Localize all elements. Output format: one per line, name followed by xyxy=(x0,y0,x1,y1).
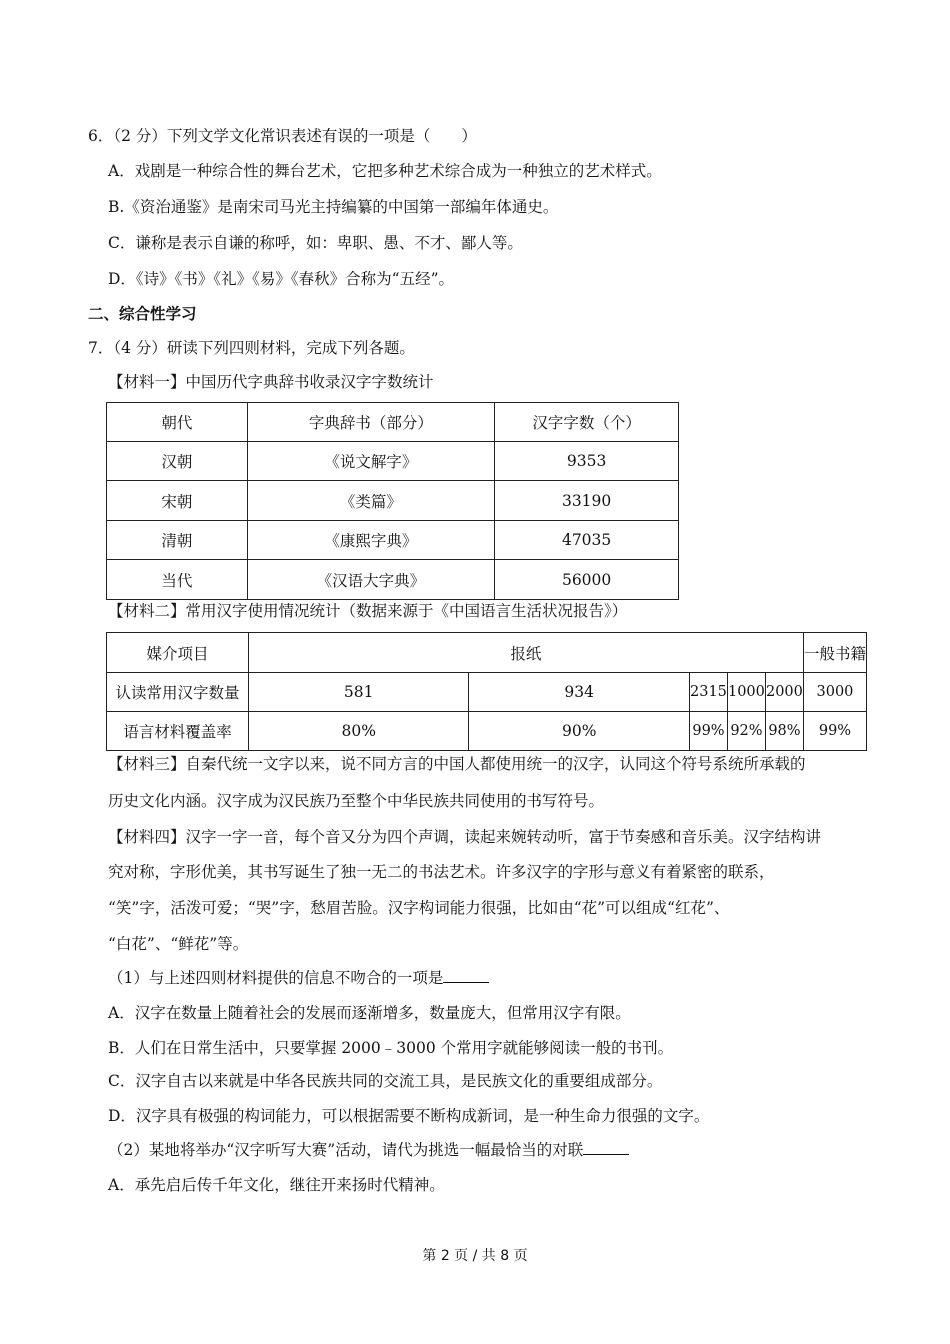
table-row xyxy=(107,521,679,560)
table-cell: 《说文解字》 xyxy=(247,442,495,481)
table-row xyxy=(107,712,867,751)
page-number: 第 2 页 / 共 8 页 xyxy=(422,1248,528,1264)
q6-option-c: C．谦称是表示自谦的称呼，如：卑职、愚、不才、鄙人等。 xyxy=(108,234,523,252)
table1-header-dictionary: 字典辞书（部分） xyxy=(247,403,495,442)
table-cell: 当代 xyxy=(107,560,248,600)
q6-stem: 6．（2 分）下列文学文化常识表述有误的一项是（ ） xyxy=(88,127,477,145)
material4-line: “笑”字，活泼可爱；“哭”字，愁眉苦脸。汉字构词能力很强，比如由“花”可以组成“红花”、 xyxy=(108,899,730,917)
table-cell: 33190 xyxy=(495,481,679,521)
table-cell: 《康熙字典》 xyxy=(247,521,495,560)
table-row xyxy=(107,560,679,600)
table-cell: 汉朝 xyxy=(107,442,248,481)
table-cell: 99% xyxy=(803,712,866,751)
material4-line: 【材料四】汉字一字一音，每个音又分为四个声调，读起来婉转动听，富于节奏感和音乐美。汉字结构讲 xyxy=(108,828,822,846)
table-cell: 56000 xyxy=(495,560,679,600)
material4-line: “白花”、“鲜花”等。 xyxy=(108,935,249,953)
sub2-stem xyxy=(108,1140,629,1160)
table-row xyxy=(107,481,679,521)
material2-title: 【材料二】常用汉字使用情况统计（数据来源于《中国语言生活状况报告》） xyxy=(108,602,628,620)
table2-header-media: 媒介项目 xyxy=(107,633,249,673)
material3-line: 历史文化内涵。汉字成为汉民族乃至整个中华民族共同使用的书写符号。 xyxy=(108,792,605,810)
table2-header-books: 一般书籍 xyxy=(803,633,866,673)
sub1-stem-text: （1）与上述四则材料提供的信息不吻合的一项是 xyxy=(108,969,444,987)
answer-blank xyxy=(583,1140,629,1155)
q6-option-b: B.《资治通鉴》是南宋司马光主持编纂的中国第一部编年体通史。 xyxy=(108,198,559,216)
table-cell: 宋朝 xyxy=(107,481,248,521)
q6-option-d: D．《诗》《书》《礼》《易》《春秋》合称为“五经”。 xyxy=(108,270,455,288)
sub1-stem xyxy=(108,968,489,988)
table-cell: 语言材料覆盖率 xyxy=(107,712,249,751)
sub1-option-d: D．汉字具有极强的构词能力，可以根据需要不断构成新词，是一种生命力很强的文字。 xyxy=(108,1107,710,1125)
table-cell: 9353 xyxy=(495,442,679,481)
table-cell: 《类篇》 xyxy=(247,481,495,521)
sub1-option-c: C．汉字自古以来就是中华各民族共同的交流工具，是民族文化的重要组成部分。 xyxy=(108,1072,663,1090)
table-cell: 3000 xyxy=(803,673,866,712)
table-cell: 934 xyxy=(469,673,690,712)
usage-table xyxy=(106,632,867,751)
table2-header-newspaper: 报纸 xyxy=(248,633,803,673)
table-cell: 《汉语大字典》 xyxy=(247,560,495,600)
table-row xyxy=(107,673,867,712)
table-cell: 2315 xyxy=(689,673,727,712)
table-cell: 认读常用汉字数量 xyxy=(107,673,249,712)
table-cell: 98% xyxy=(765,712,803,751)
table-cell: 581 xyxy=(248,673,469,712)
table-cell: 1000 xyxy=(727,673,765,712)
answer-blank xyxy=(443,968,489,983)
dictionary-table xyxy=(106,402,679,600)
table-cell: 47035 xyxy=(495,521,679,560)
table-cell: 99% xyxy=(689,712,727,751)
table-cell: 清朝 xyxy=(107,521,248,560)
sub2-stem-text: （2）某地将举办“汉字听写大赛”活动，请代为挑选一幅最恰当的对联 xyxy=(108,1141,584,1159)
sub1-option-a: A．汉字在数量上随着社会的发展而逐渐增多，数量庞大，但常用汉字有限。 xyxy=(108,1004,631,1022)
table-row xyxy=(107,442,679,481)
q7-stem: 7．（4 分）研读下列四则材料，完成下列各题。 xyxy=(88,339,415,357)
table1-header-dynasty: 朝代 xyxy=(107,403,248,442)
section-title: 二、综合性学习 xyxy=(88,305,197,323)
table-cell: 92% xyxy=(727,712,765,751)
table1-header-count: 汉字字数（个） xyxy=(495,403,679,442)
table-cell: 90% xyxy=(469,712,690,751)
sub1-option-b: B．人们在日常生活中，只要掌握 2000﹣3000 个常用字就能够阅读一般的书刊。 xyxy=(108,1039,674,1057)
sub2-option-a: A．承先启后传千年文化，继往开来扬时代精神。 xyxy=(108,1176,445,1194)
table-cell: 80% xyxy=(248,712,469,751)
q6-option-a: A．戏剧是一种综合性的舞台艺术，它把多种艺术综合成为一种独立的艺术样式。 xyxy=(108,162,662,180)
material1-title: 【材料一】中国历代字典辞书收录汉字字数统计 xyxy=(108,373,434,391)
material4-line: 究对称，字形优美，其书写诞生了独一无二的书法艺术。许多汉字的字形与意义有着紧密的联系， xyxy=(108,863,775,881)
table-cell: 2000 xyxy=(765,673,803,712)
material3-line: 【材料三】自秦代统一文字以来，说不同方言的中国人都使用统一的汉字，认同这个符号系统所承载的 xyxy=(108,755,806,773)
